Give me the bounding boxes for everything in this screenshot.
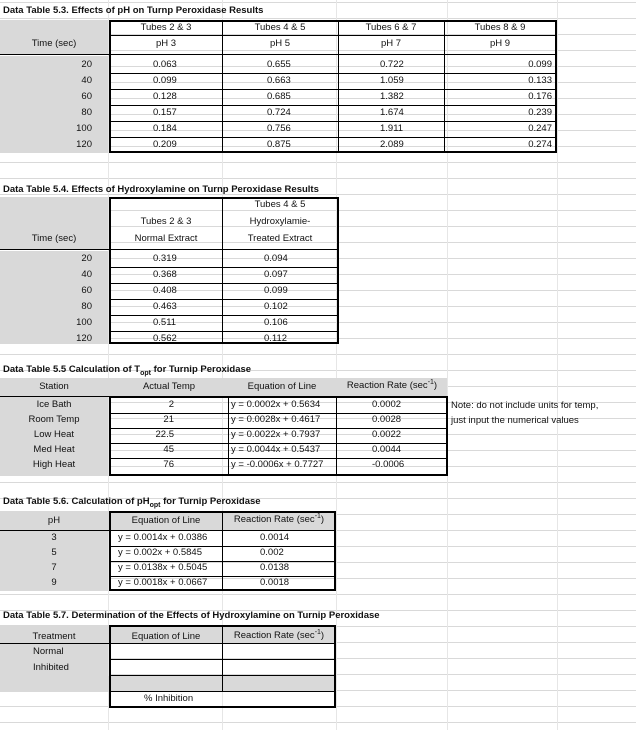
t55-temp-header: Actual Temp (142, 381, 196, 392)
t54-treated-cell: 0.099 (264, 285, 288, 296)
t53-ph3-cell: 0.063 (153, 59, 177, 70)
t55-rate-cell: 0.0022 (372, 429, 402, 440)
t55-rate-cell: -0.0006 (372, 459, 405, 470)
t55-temp-cell: 21 (163, 414, 174, 425)
t54-normal-cell: 0.562 (153, 333, 177, 344)
t54-col1-line2: Normal Extract (134, 233, 198, 244)
t54-time-header: Time (sec) (31, 233, 77, 244)
t54-col2-line1: Tubes 4 & 5 (254, 199, 306, 210)
t56-ph-cell: 3 (51, 532, 57, 543)
t55-temp-cell: 2 (168, 399, 174, 410)
t53-ph3-cell: 0.184 (153, 123, 177, 134)
t54-treated-cell: 0.097 (264, 269, 288, 280)
table-5-3-title: Data Table 5.3. Effects of pH on Turnp Peroxidase Results (3, 5, 264, 16)
t55-temp-cell: 76 (163, 459, 174, 470)
t53-ph7-cell: 1.911 (380, 123, 404, 134)
t55-equation-cell: y = 0.0002x + 0.5634 (231, 399, 321, 410)
t53-ph5-cell: 0.663 (267, 75, 291, 86)
t53-ph5-cell: 0.655 (267, 59, 291, 70)
t53-ph9-cell: 0.133 (528, 75, 552, 86)
t53-time-cell: 100 (76, 123, 92, 134)
t53-col2-ph: pH 5 (269, 38, 291, 49)
t55-station-cell: Med Heat (33, 444, 75, 455)
t55-station-header: Station (39, 381, 69, 392)
t54-normal-cell: 0.408 (153, 285, 177, 296)
t55-station-cell: Low Heat (33, 429, 75, 440)
t56-rate-header: Reaction Rate $(\sec^{-1})$ (233, 513, 325, 526)
t54-time-cell: 20 (81, 253, 92, 264)
table-5-4-title: Data Table 5.4. Effects of Hydroxylamine on Turnp Peroxidase Results (3, 184, 319, 195)
t55-temp-cell: 22.5 (155, 429, 174, 440)
table-5-5-title: Data Table 5.5 Calculation of $T_{opt}$ for Turnip Peroxidase (3, 364, 252, 377)
t53-ph9-cell: 0.176 (528, 91, 552, 102)
t55-temp-cell: 45 (163, 444, 174, 455)
t53-ph7-cell: 2.089 (380, 139, 404, 150)
t53-col1-ph: pH 3 (155, 38, 177, 49)
t56-ph-cell: 5 (51, 547, 57, 558)
t53-time-cell: 20 (81, 59, 92, 70)
t53-ph7-cell: 1.674 (380, 107, 404, 118)
t55-note-line2: just input the numerical values (451, 415, 579, 426)
t54-treated-cell: 0.112 (264, 333, 288, 344)
t54-col1-line1: Tubes 2 & 3 (140, 216, 192, 227)
t53-ph3-cell: 0.099 (153, 75, 177, 86)
t53-col4-ph: pH 9 (489, 38, 511, 49)
t56-eq-header: Equation of Line (131, 515, 201, 526)
t56-rate-cell: 0.0138 (260, 562, 290, 573)
t55-rate-cell: 0.0044 (372, 444, 402, 455)
t55-equation-cell: y = 0.0044x + 0.5437 (231, 444, 321, 455)
t55-station-cell: Ice Bath (36, 399, 72, 410)
t57-treatment-header: Treatment (32, 631, 76, 642)
t54-time-cell: 40 (81, 269, 92, 280)
t55-note-line1: Note: do not include units for temp, (451, 400, 599, 411)
t57-rate-header: Reaction Rate $(\sec^{-1})$ (233, 629, 325, 642)
t53-ph5-cell: 0.685 (267, 91, 291, 102)
t54-time-cell: 80 (81, 301, 92, 312)
t53-col3-ph: pH 7 (380, 38, 402, 49)
t53-ph7-cell: 0.722 (380, 59, 404, 70)
t55-rate-cell: 0.0002 (372, 399, 402, 410)
t53-time-cell: 80 (81, 107, 92, 118)
t54-normal-cell: 0.368 (153, 269, 177, 280)
t55-rate-header: Reaction Rate $(\sec^{-1})$ (346, 379, 438, 392)
t53-col1-tubes: Tubes 2 & 3 (140, 22, 192, 33)
t55-equation-cell: y = 0.0022x + 0.7937 (231, 429, 321, 440)
t53-ph5-cell: 0.724 (267, 107, 291, 118)
t56-ph-cell: 9 (51, 577, 57, 588)
t57-inhibition-label: % Inhibition (144, 693, 194, 704)
table-5-6-title: Data Table 5.6. Calculation of $pH_{opt}$ for Turnip Peroxidase (3, 496, 261, 509)
t56-ph-cell: 7 (51, 562, 57, 573)
t56-equation-cell: y = 0.0018x + 0.0667 (118, 577, 208, 588)
t57-row-inhibited: Inhibited (33, 662, 69, 673)
t55-station-cell: High Heat (32, 459, 76, 470)
t54-normal-cell: 0.319 (153, 253, 177, 264)
t56-equation-cell: y = 0.002x + 0.5845 (118, 547, 202, 558)
t54-treated-cell: 0.094 (264, 253, 288, 264)
t54-normal-cell: 0.463 (153, 301, 177, 312)
t53-ph9-cell: 0.247 (528, 123, 552, 134)
t53-ph9-cell: 0.274 (528, 139, 552, 150)
t55-station-cell: Room Temp (28, 414, 80, 425)
t54-time-cell: 60 (81, 285, 92, 296)
t54-time-cell: 120 (76, 333, 92, 344)
t55-rate-cell: 0.0028 (372, 414, 402, 425)
t53-ph5-cell: 0.875 (267, 139, 291, 150)
t57-eq-header: Equation of Line (131, 631, 201, 642)
t56-equation-cell: y = 0.0014x + 0.0386 (118, 532, 208, 543)
t53-time-header: Time (sec) (31, 38, 77, 49)
t56-rate-cell: 0.002 (260, 547, 284, 558)
t53-ph3-cell: 0.128 (153, 91, 177, 102)
t54-normal-cell: 0.511 (153, 317, 177, 328)
t53-ph7-cell: 1.382 (380, 91, 404, 102)
t54-treated-cell: 0.102 (264, 301, 288, 312)
t53-ph7-cell: 1.059 (380, 75, 404, 86)
t57-row-normal: Normal (33, 646, 64, 657)
t56-ph-header: pH (47, 515, 61, 526)
t54-col2-line2: Hydroxylamie- (249, 216, 311, 227)
table-5-7-title: Data Table 5.7. Determination of the Effects of Hydroxylamine on Turnip Peroxidase (3, 610, 380, 621)
t53-time-cell: 60 (81, 91, 92, 102)
t54-border (109, 197, 339, 344)
t53-ph3-cell: 0.157 (153, 107, 177, 118)
t53-ph5-cell: 0.756 (267, 123, 291, 134)
t56-equation-cell: y = 0.0138x + 0.5045 (118, 562, 208, 573)
t53-time-cell: 40 (81, 75, 92, 86)
t53-ph9-cell: 0.099 (528, 59, 552, 70)
t53-ph3-cell: 0.209 (153, 139, 177, 150)
t53-ph9-cell: 0.239 (528, 107, 552, 118)
t55-eq-header: Equation of Line (247, 381, 317, 392)
t53-col4-tubes: Tubes 8 & 9 (474, 22, 526, 33)
t56-rate-cell: 0.0014 (260, 532, 290, 543)
t54-time-cell: 100 (76, 317, 92, 328)
t54-col2-line3: Treated Extract (247, 233, 313, 244)
t55-equation-cell: y = 0.0028x + 0.4617 (231, 414, 321, 425)
t55-equation-cell: y = -0.0006x + 0.7727 (231, 459, 324, 470)
t56-rate-cell: 0.0018 (260, 577, 290, 588)
t53-col3-tubes: Tubes 6 & 7 (365, 22, 417, 33)
t54-treated-cell: 0.106 (264, 317, 288, 328)
t53-time-cell: 120 (76, 139, 92, 150)
t53-col2-tubes: Tubes 4 & 5 (254, 22, 306, 33)
